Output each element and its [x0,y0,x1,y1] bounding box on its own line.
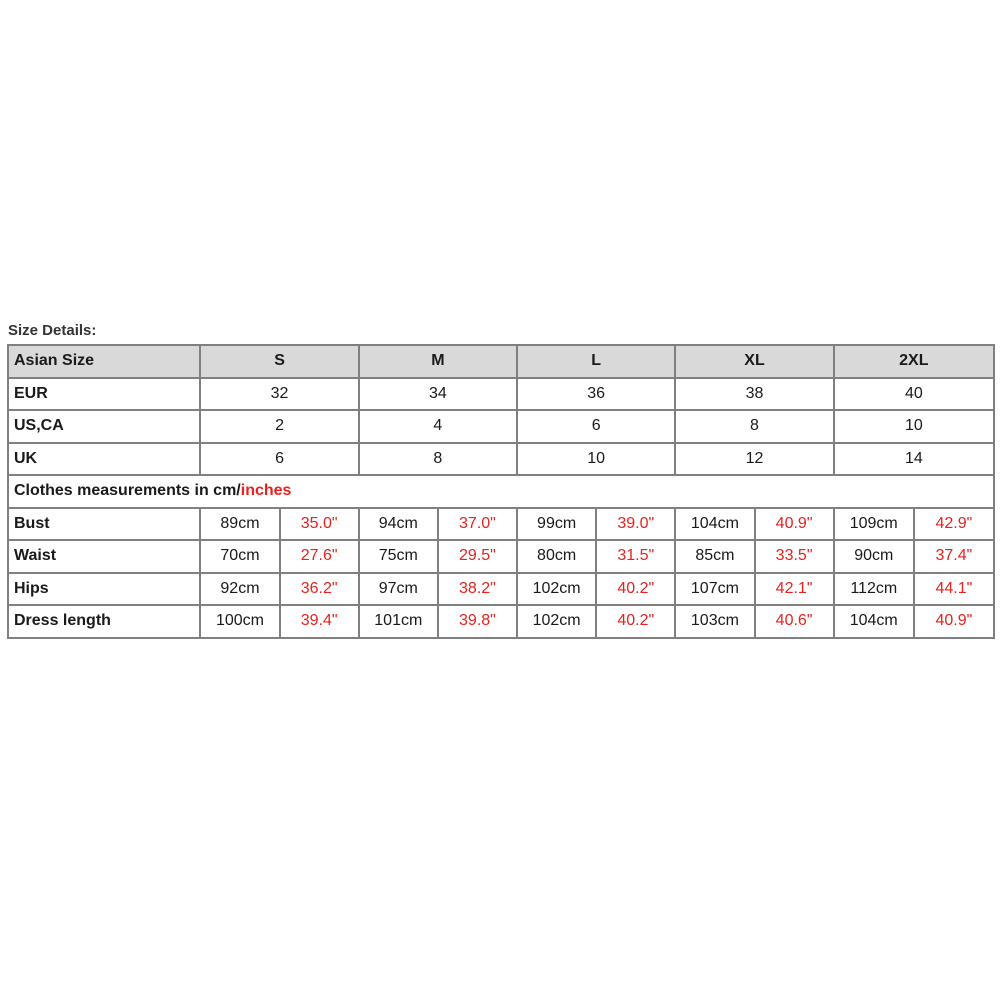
row-label: Dress length [8,605,200,638]
conversion-value: 6 [200,443,358,476]
inch-value: 40.2" [596,573,675,606]
conversion-value: 38 [675,378,833,411]
cm-value: 104cm [675,508,754,541]
inch-value: 44.1" [914,573,994,606]
conversion-value: 10 [517,443,675,476]
inch-value: 40.9" [755,508,834,541]
cm-value: 100cm [200,605,279,638]
inch-value: 29.5" [438,540,517,573]
inch-value: 42.1" [755,573,834,606]
inch-value: 40.2" [596,605,675,638]
measurements-heading-prefix: Clothes measurements in cm/ [14,482,241,500]
size-header-xl: XL [675,345,833,378]
inch-value: 42.9" [914,508,994,541]
cm-value: 103cm [675,605,754,638]
conversion-value: 6 [517,410,675,443]
measurement-row-dress-length [8,605,994,638]
inch-value: 40.6" [755,605,834,638]
cm-value: 102cm [517,573,596,606]
inch-value: 39.4" [280,605,359,638]
conversion-value: 8 [675,410,833,443]
conversion-row-eur [8,378,994,411]
cm-value: 109cm [834,508,914,541]
size-chart-table [7,344,995,639]
size-header-l: L [517,345,675,378]
inch-value: 38.2" [438,573,517,606]
inch-value: 27.6" [280,540,359,573]
inch-value: 40.9" [914,605,994,638]
cm-value: 90cm [834,540,914,573]
inch-value: 31.5" [596,540,675,573]
conversion-value: 4 [359,410,517,443]
conversion-row-uk [8,443,994,476]
size-header-m: M [359,345,517,378]
cm-value: 94cm [359,508,438,541]
cm-value: 89cm [200,508,279,541]
size-details-title: Size Details: [8,322,97,339]
row-label: US,CA [8,410,200,443]
inch-value: 37.4" [914,540,994,573]
cm-value: 107cm [675,573,754,606]
inch-value: 39.8" [438,605,517,638]
cm-value: 80cm [517,540,596,573]
conversion-value: 32 [200,378,358,411]
measurements-heading [8,475,994,508]
inch-value: 37.0" [438,508,517,541]
conversion-value: 8 [359,443,517,476]
conversion-value: 2 [200,410,358,443]
cm-value: 102cm [517,605,596,638]
row-label: Hips [8,573,200,606]
cm-value: 99cm [517,508,596,541]
cm-value: 101cm [359,605,438,638]
conversion-value: 10 [834,410,994,443]
conversion-row-us-ca [8,410,994,443]
measurements-heading-inches: inches [240,482,292,500]
row-label: UK [8,443,200,476]
measurement-row-hips [8,573,994,606]
cm-value: 104cm [834,605,914,638]
asian-size-label: Asian Size [8,345,200,378]
conversion-value: 40 [834,378,994,411]
inch-value: 36.2" [280,573,359,606]
row-label: Bust [8,508,200,541]
header-row [8,345,994,378]
cm-value: 85cm [675,540,754,573]
cm-value: 75cm [359,540,438,573]
conversion-value: 34 [359,378,517,411]
conversion-value: 12 [675,443,833,476]
size-header-s: S [200,345,358,378]
row-label: EUR [8,378,200,411]
inch-value: 33.5" [755,540,834,573]
row-label: Waist [8,540,200,573]
conversion-value: 14 [834,443,994,476]
size-header-2xl: 2XL [834,345,994,378]
inch-value: 39.0" [596,508,675,541]
cm-value: 92cm [200,573,279,606]
conversion-value: 36 [517,378,675,411]
cm-value: 112cm [834,573,914,606]
measurement-row-waist [8,540,994,573]
inch-value: 35.0" [280,508,359,541]
measurements-heading-row [8,475,994,508]
cm-value: 70cm [200,540,279,573]
measurement-row-bust [8,508,994,541]
cm-value: 97cm [359,573,438,606]
